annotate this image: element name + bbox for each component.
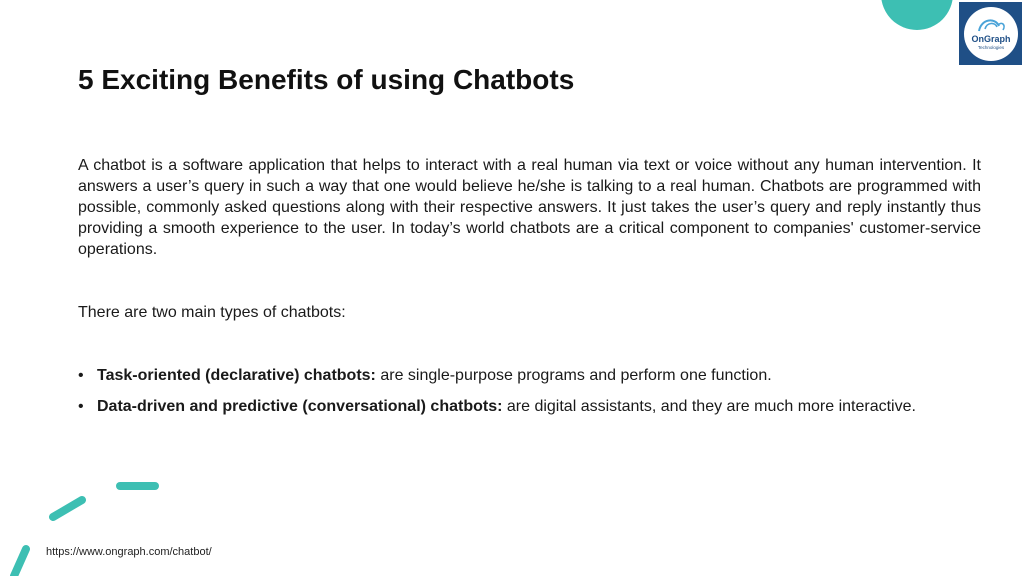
bullet-text: are digital assistants, and they are much more interactive. <box>502 398 916 415</box>
logo-wordmark: OnGraph <box>970 33 1011 44</box>
logo-tagline: Technologies <box>977 44 1004 50</box>
list-item <box>78 396 998 417</box>
slide-title: 5 Exciting Benefits of using Chatbots <box>78 64 575 95</box>
ongraph-logo-icon <box>962 5 1020 63</box>
bullet-term: Data-driven and predictive (conversational) chatbots: <box>97 398 503 415</box>
decorative-dashes <box>0 470 200 576</box>
bullet-term: Task-oriented (declarative) chatbots: <box>97 367 376 384</box>
bullet-marker: • <box>78 367 84 384</box>
source-url[interactable]: https://www.ongraph.com/chatbot/ <box>46 546 212 558</box>
company-logo <box>959 2 1022 65</box>
types-intro: There are two main types of chatbots: <box>78 304 346 321</box>
intro-paragraph: A chatbot is a software application that helps to interact with a real human via text or voice without any human intervention. It answers a user’s query in such a way that one would believe he/she is talking to a real human. Chatbots are programmed with possible, commonly asked questions along with their respective answers. It just takes the user’s query and reply instantly thus providing a smooth experience to the user. In today’s world chatbots are a critical component to companies' customer-service operations. <box>78 157 981 258</box>
chatbot-types-list <box>78 365 998 427</box>
bullet-marker: • <box>78 398 84 415</box>
list-item <box>78 365 998 386</box>
bullet-text: are single-purpose programs and perform one function. <box>375 367 772 384</box>
decorative-circle <box>881 0 953 30</box>
